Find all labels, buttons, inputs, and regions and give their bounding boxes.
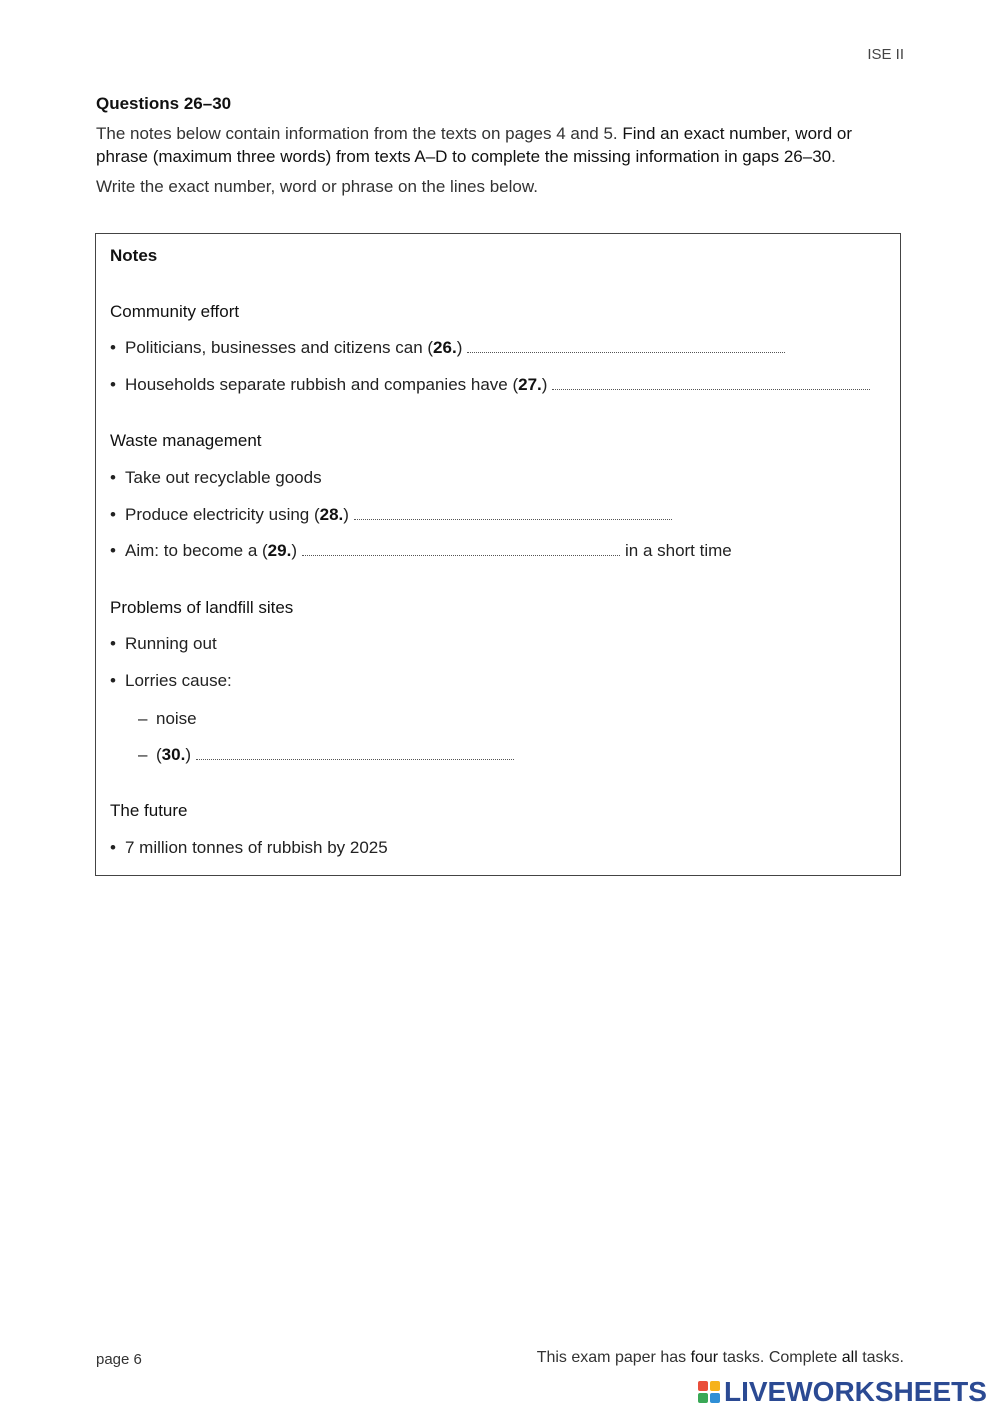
bullet-mark: • xyxy=(110,468,116,487)
footer-note-emphasis: four xyxy=(690,1349,719,1366)
footer-note-part: tasks. xyxy=(857,1349,904,1366)
bullet-mark: • xyxy=(110,541,116,560)
item-trail: in a short time xyxy=(624,541,732,560)
section-heading: Waste management xyxy=(110,431,262,450)
answer-line-30[interactable] xyxy=(196,758,514,760)
gap-number: 28. xyxy=(319,505,344,524)
brand-name: LIVEWORKSHEETS xyxy=(724,1376,987,1407)
gap-number: 29. xyxy=(267,541,292,560)
brand-mark-square xyxy=(698,1381,708,1391)
notes-title: Notes xyxy=(110,246,158,265)
item-text: ) xyxy=(541,375,548,394)
brand-logo[interactable] xyxy=(698,1377,987,1407)
sub-item xyxy=(138,709,197,729)
brand-mark-square xyxy=(698,1393,708,1403)
item-text: 7 million tonnes of rubbish by 2025 xyxy=(125,838,388,857)
footer-note-part: This exam paper has xyxy=(536,1349,691,1366)
header-tag: ISE II xyxy=(867,46,904,63)
footer-note xyxy=(537,1349,904,1367)
footer-note-part: tasks. Complete xyxy=(718,1349,842,1366)
item-text: ) xyxy=(185,745,191,764)
list-item xyxy=(110,634,217,654)
answer-line-28[interactable] xyxy=(354,518,672,520)
intro-text xyxy=(96,122,906,168)
brand-mark-icon xyxy=(698,1381,720,1403)
item-text: Running out xyxy=(125,634,217,653)
item-text: ) xyxy=(343,505,349,524)
item-text: Households separate rubbish and companies have ( xyxy=(125,375,519,394)
list-item xyxy=(110,671,232,691)
item-text: ( xyxy=(156,745,162,764)
bullet-mark: • xyxy=(110,671,116,690)
list-item xyxy=(110,468,322,488)
section-heading: Community effort xyxy=(110,302,240,321)
item-text: noise xyxy=(156,709,197,728)
bullet-mark: • xyxy=(110,838,116,857)
gap-item-27 xyxy=(110,375,875,395)
list-item xyxy=(110,838,388,858)
dash-mark: – xyxy=(138,745,148,764)
gap-item-29 xyxy=(110,541,732,561)
intro-emphasis: Find an exact number, word or phrase (maximum three words) from texts A–D to complete the missing information in gaps 26–30 xyxy=(96,124,852,166)
gap-number: 26. xyxy=(433,338,457,357)
item-text: Lorries cause: xyxy=(125,671,232,690)
bullet-mark: • xyxy=(110,505,116,524)
bullet-mark: • xyxy=(110,375,116,394)
page-number: page 6 xyxy=(96,1351,142,1368)
answer-line-26[interactable] xyxy=(467,351,785,353)
questions-title: Questions 26–30 xyxy=(96,94,232,113)
bullet-mark: • xyxy=(110,338,116,357)
item-text: Politicians, businesses and citizens can ( xyxy=(125,338,434,357)
intro-end: . xyxy=(831,147,836,166)
footer-note-emphasis: all xyxy=(841,1349,858,1366)
gap-number: 30. xyxy=(161,745,186,764)
section-heading: Problems of landfill sites xyxy=(110,598,294,617)
brand-mark-square xyxy=(710,1393,720,1403)
item-text: Produce electricity using ( xyxy=(125,505,320,524)
gap-item-28 xyxy=(110,505,677,525)
brand-mark-square xyxy=(710,1381,720,1391)
answer-line-27[interactable] xyxy=(552,388,870,390)
answer-line-29[interactable] xyxy=(302,554,620,556)
instruction-text: Write the exact number, word or phrase on the lines below. xyxy=(96,177,538,196)
notes-box xyxy=(95,233,901,876)
gap-number: 27. xyxy=(518,375,542,394)
section-heading: The future xyxy=(110,801,188,820)
gap-item-30 xyxy=(138,745,519,765)
bullet-mark: • xyxy=(110,634,116,653)
dash-mark: – xyxy=(138,709,148,728)
item-text: ) xyxy=(456,338,463,357)
item-text: Aim: to become a ( xyxy=(125,541,268,560)
gap-item-26 xyxy=(110,338,790,358)
item-text: Take out recyclable goods xyxy=(125,468,322,487)
item-text: ) xyxy=(291,541,297,560)
intro-plain: The notes below contain information from the texts on pages 4 and 5. xyxy=(96,124,623,143)
